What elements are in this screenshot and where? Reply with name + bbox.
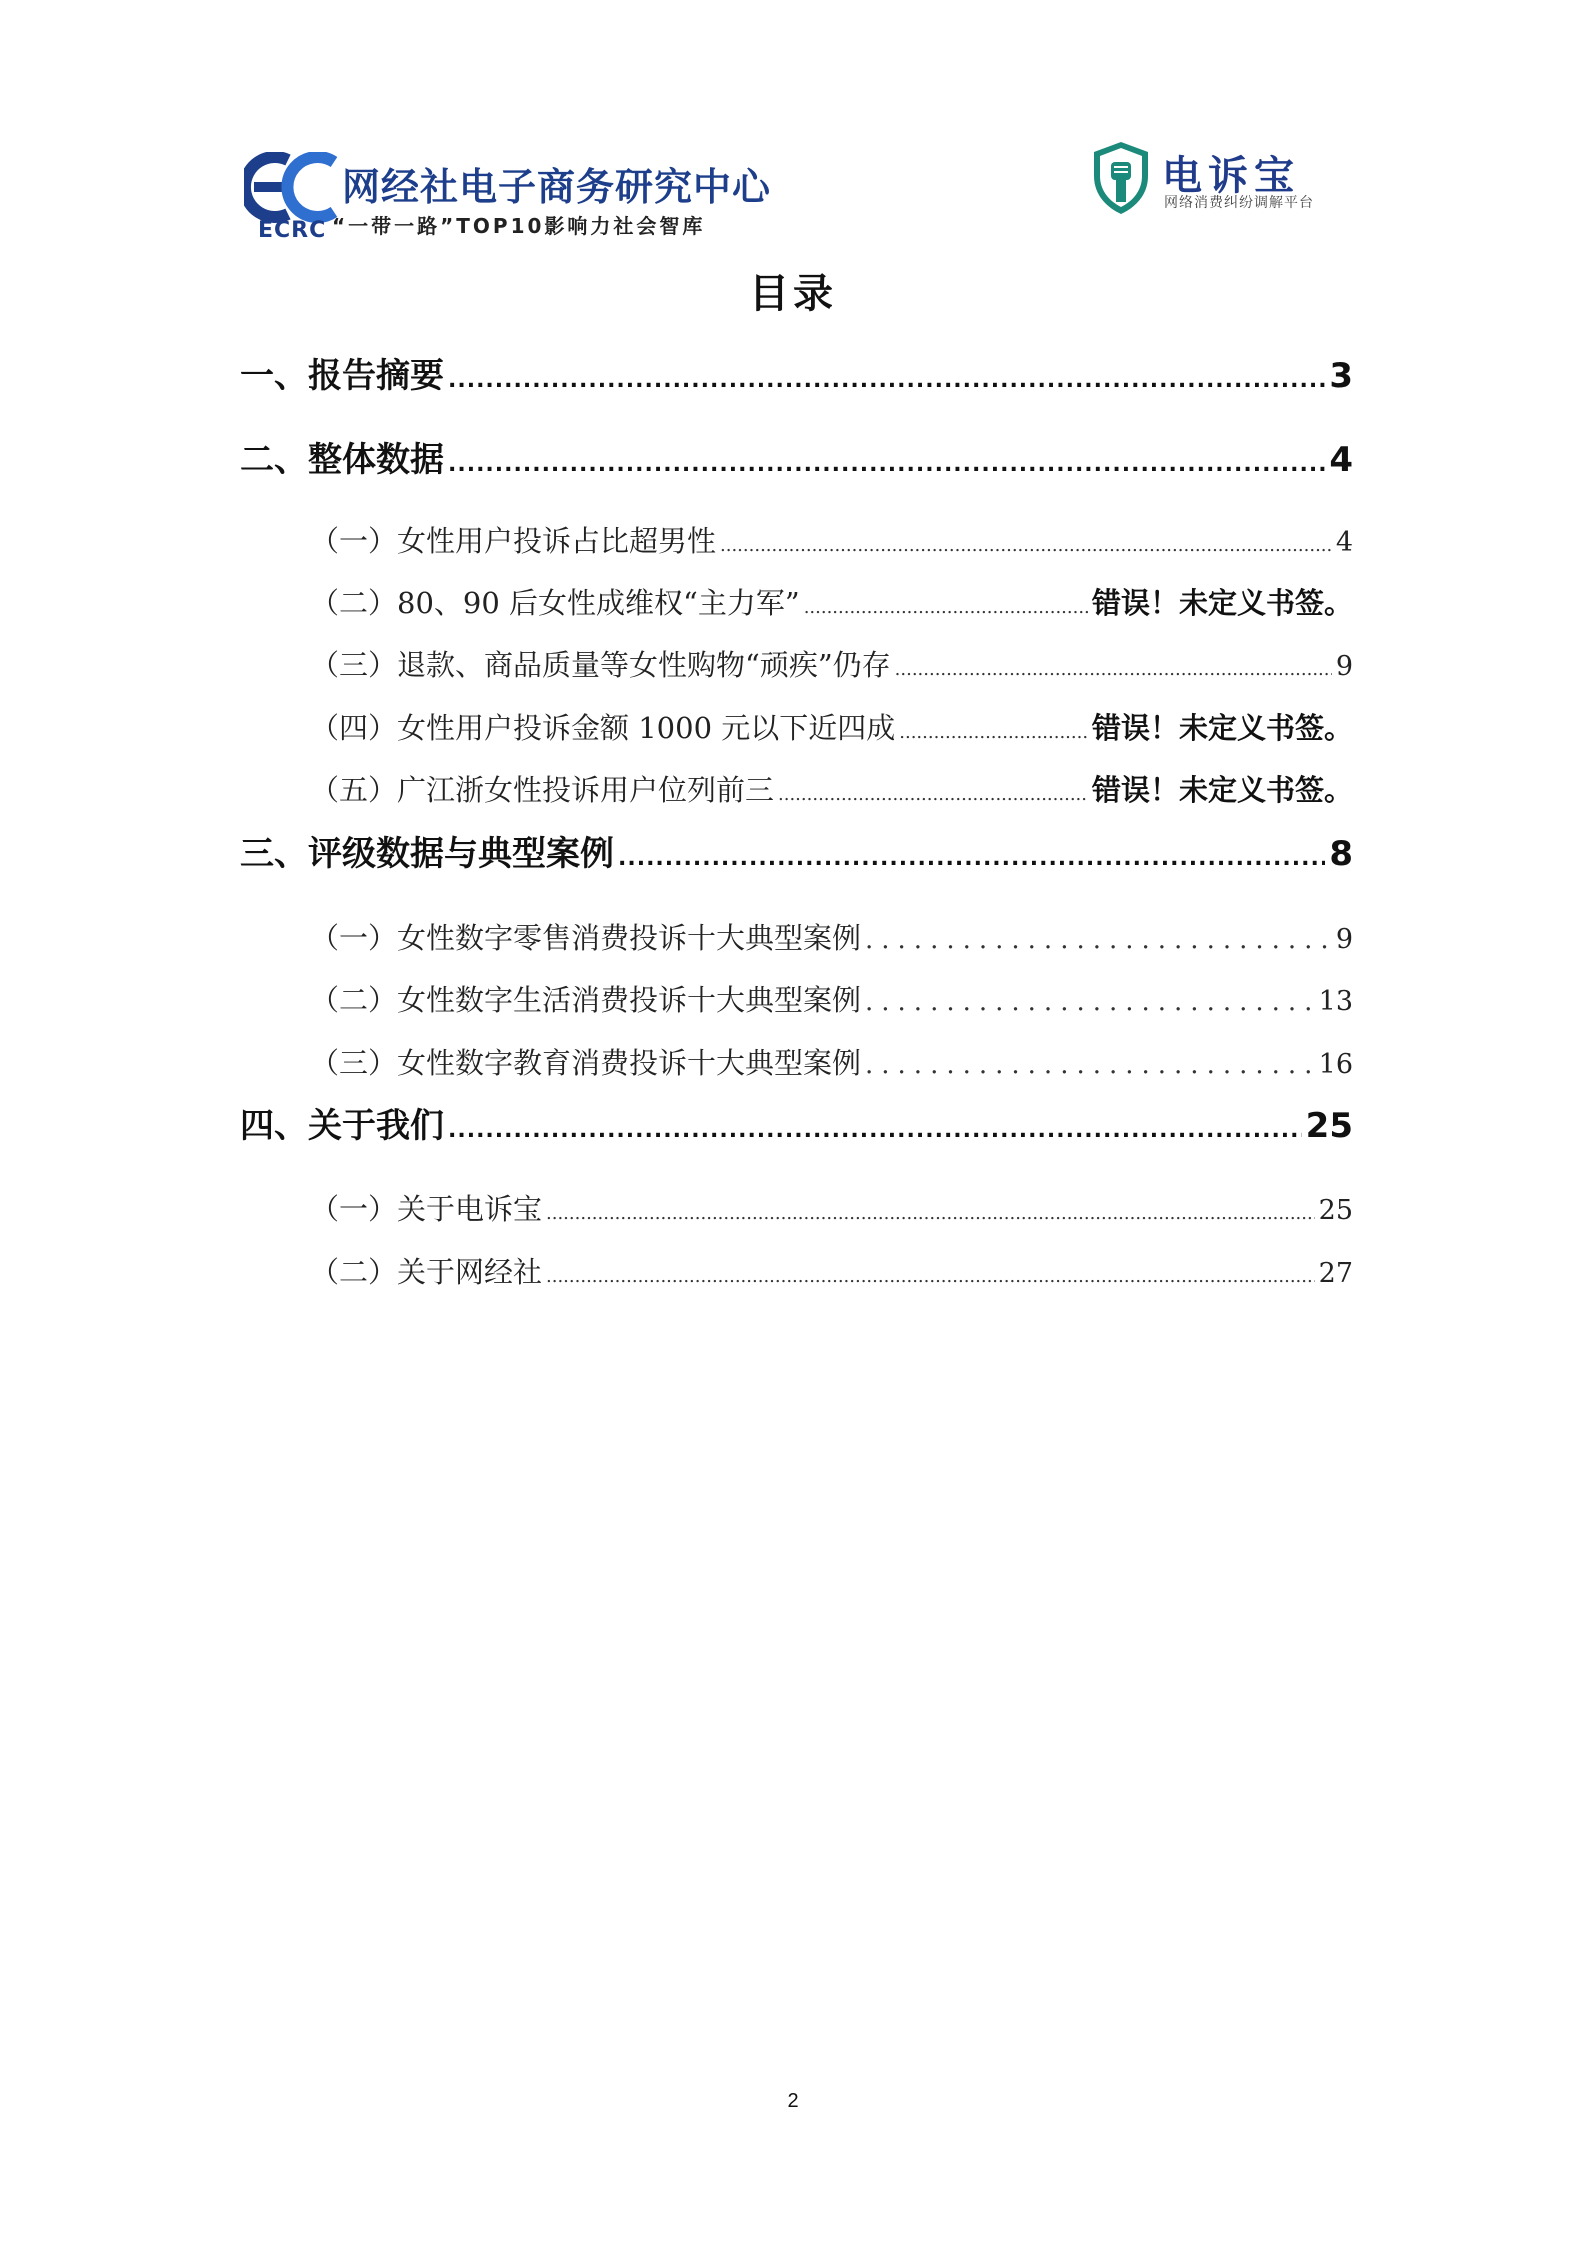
- toc-entry-page: 3: [1329, 356, 1353, 396]
- toc-entry-about-us[interactable]: [240, 1098, 1353, 1147]
- toc-entry-rating-cases[interactable]: [240, 826, 1353, 875]
- toc-entry-80s-90s[interactable]: [310, 581, 1353, 622]
- toc-entry-title: 一、报告摘要: [240, 356, 444, 396]
- toc-leader-dots: [448, 368, 1325, 393]
- toc-entry-page: 9: [1335, 651, 1353, 682]
- toc-leader-dots: [618, 846, 1325, 871]
- toc-entry-title: （四）女性用户投诉金额 1000 元以下近四成: [310, 711, 896, 745]
- toc-entry-title: （一）女性数字零售消费投诉十大典型案例: [310, 921, 862, 955]
- toc-entry-title: （二）女性数字生活消费投诉十大典型案例: [310, 983, 862, 1017]
- shield-fist-icon: [1090, 140, 1152, 216]
- toc-entry-page: 8: [1329, 834, 1353, 874]
- toc-entry-title: 四、关于我们: [240, 1106, 444, 1146]
- toc-entry-education-cases[interactable]: [310, 1041, 1353, 1082]
- toc-leader-dots: [895, 659, 1332, 680]
- page-number: 2: [787, 2090, 799, 2112]
- toc-leader-dots: [899, 722, 1088, 743]
- toc-entry-amount[interactable]: [310, 706, 1353, 747]
- toc-entry-page: 9: [1335, 924, 1353, 955]
- toc-entry-page: 13: [1318, 986, 1353, 1017]
- ecrc-abbreviation: ECRC: [258, 218, 327, 243]
- dianshubao-subtitle: 网络消费纠纷调解平台: [1164, 195, 1314, 211]
- toc-entry-refund-quality[interactable]: [310, 643, 1353, 684]
- toc-entry-retail-cases[interactable]: [310, 916, 1353, 957]
- toc-entry-page: 4: [1335, 527, 1353, 558]
- toc-title: 目录: [749, 271, 837, 317]
- toc-entry-title: （三）女性数字教育消费投诉十大典型案例: [310, 1046, 862, 1080]
- dianshubao-name: 电诉宝: [1162, 153, 1300, 199]
- toc-entry-title: （一）女性用户投诉占比超男性: [310, 524, 717, 558]
- toc-leader-dots: [546, 1266, 1315, 1287]
- toc-entry-title: 二、整体数据: [240, 440, 444, 480]
- toc-leader-dots: [546, 1203, 1315, 1224]
- toc-entry-regions[interactable]: [310, 768, 1353, 809]
- toc-entry-about-wangjingshe[interactable]: [310, 1250, 1353, 1291]
- toc-leader-dots: [448, 1118, 1302, 1143]
- toc-entry-overall-data[interactable]: [240, 432, 1353, 481]
- ecrc-slogan: “一带一路”TOP10影响力社会智库: [332, 214, 706, 238]
- ecrc-name: 网经社电子商务研究中心: [342, 165, 772, 209]
- toc-entry-title: 三、评级数据与典型案例: [240, 834, 614, 874]
- dianshubao-logo: [1090, 140, 1350, 220]
- toc-entry-page: 16: [1318, 1049, 1353, 1080]
- toc-entry-report-summary[interactable]: [240, 348, 1353, 397]
- toc-entry-about-dianshubao[interactable]: [310, 1187, 1353, 1228]
- toc-entry-page-error: 错误！未定义书签。: [1091, 711, 1353, 745]
- toc-leader-dots: [865, 925, 1332, 955]
- toc-leader-dots: [804, 597, 1088, 618]
- page-header: [0, 0, 1586, 260]
- toc-entry-page-error: 错误！未定义书签。: [1091, 586, 1353, 620]
- toc-entry-life-cases[interactable]: [310, 978, 1353, 1019]
- ecrc-logo: [244, 152, 772, 243]
- toc-leader-dots: [778, 784, 1088, 805]
- toc-entry-title: （五）广江浙女性投诉用户位列前三: [310, 773, 775, 807]
- toc-entry-page-error: 错误！未定义书签。: [1091, 773, 1353, 807]
- toc-entry-title: （二）80、90 后女性成维权“主力军”: [310, 586, 800, 620]
- toc-leader-dots: [448, 452, 1325, 477]
- toc-leader-dots: [865, 1050, 1315, 1080]
- toc-leader-dots: [865, 987, 1315, 1017]
- toc-entry-title: （二）关于网经社: [310, 1255, 543, 1289]
- toc-entry-page: 25: [1305, 1106, 1353, 1146]
- toc-entry-page: 27: [1318, 1258, 1353, 1289]
- toc-entry-page: 25: [1318, 1195, 1353, 1226]
- toc-entry-title: （一）关于电诉宝: [310, 1192, 543, 1226]
- toc-entry-page: 4: [1329, 440, 1353, 480]
- toc-entry-female-share[interactable]: [310, 519, 1353, 560]
- toc-entry-title: （三）退款、商品质量等女性购物“顽疾”仍存: [310, 648, 891, 682]
- toc-leader-dots: [720, 535, 1332, 556]
